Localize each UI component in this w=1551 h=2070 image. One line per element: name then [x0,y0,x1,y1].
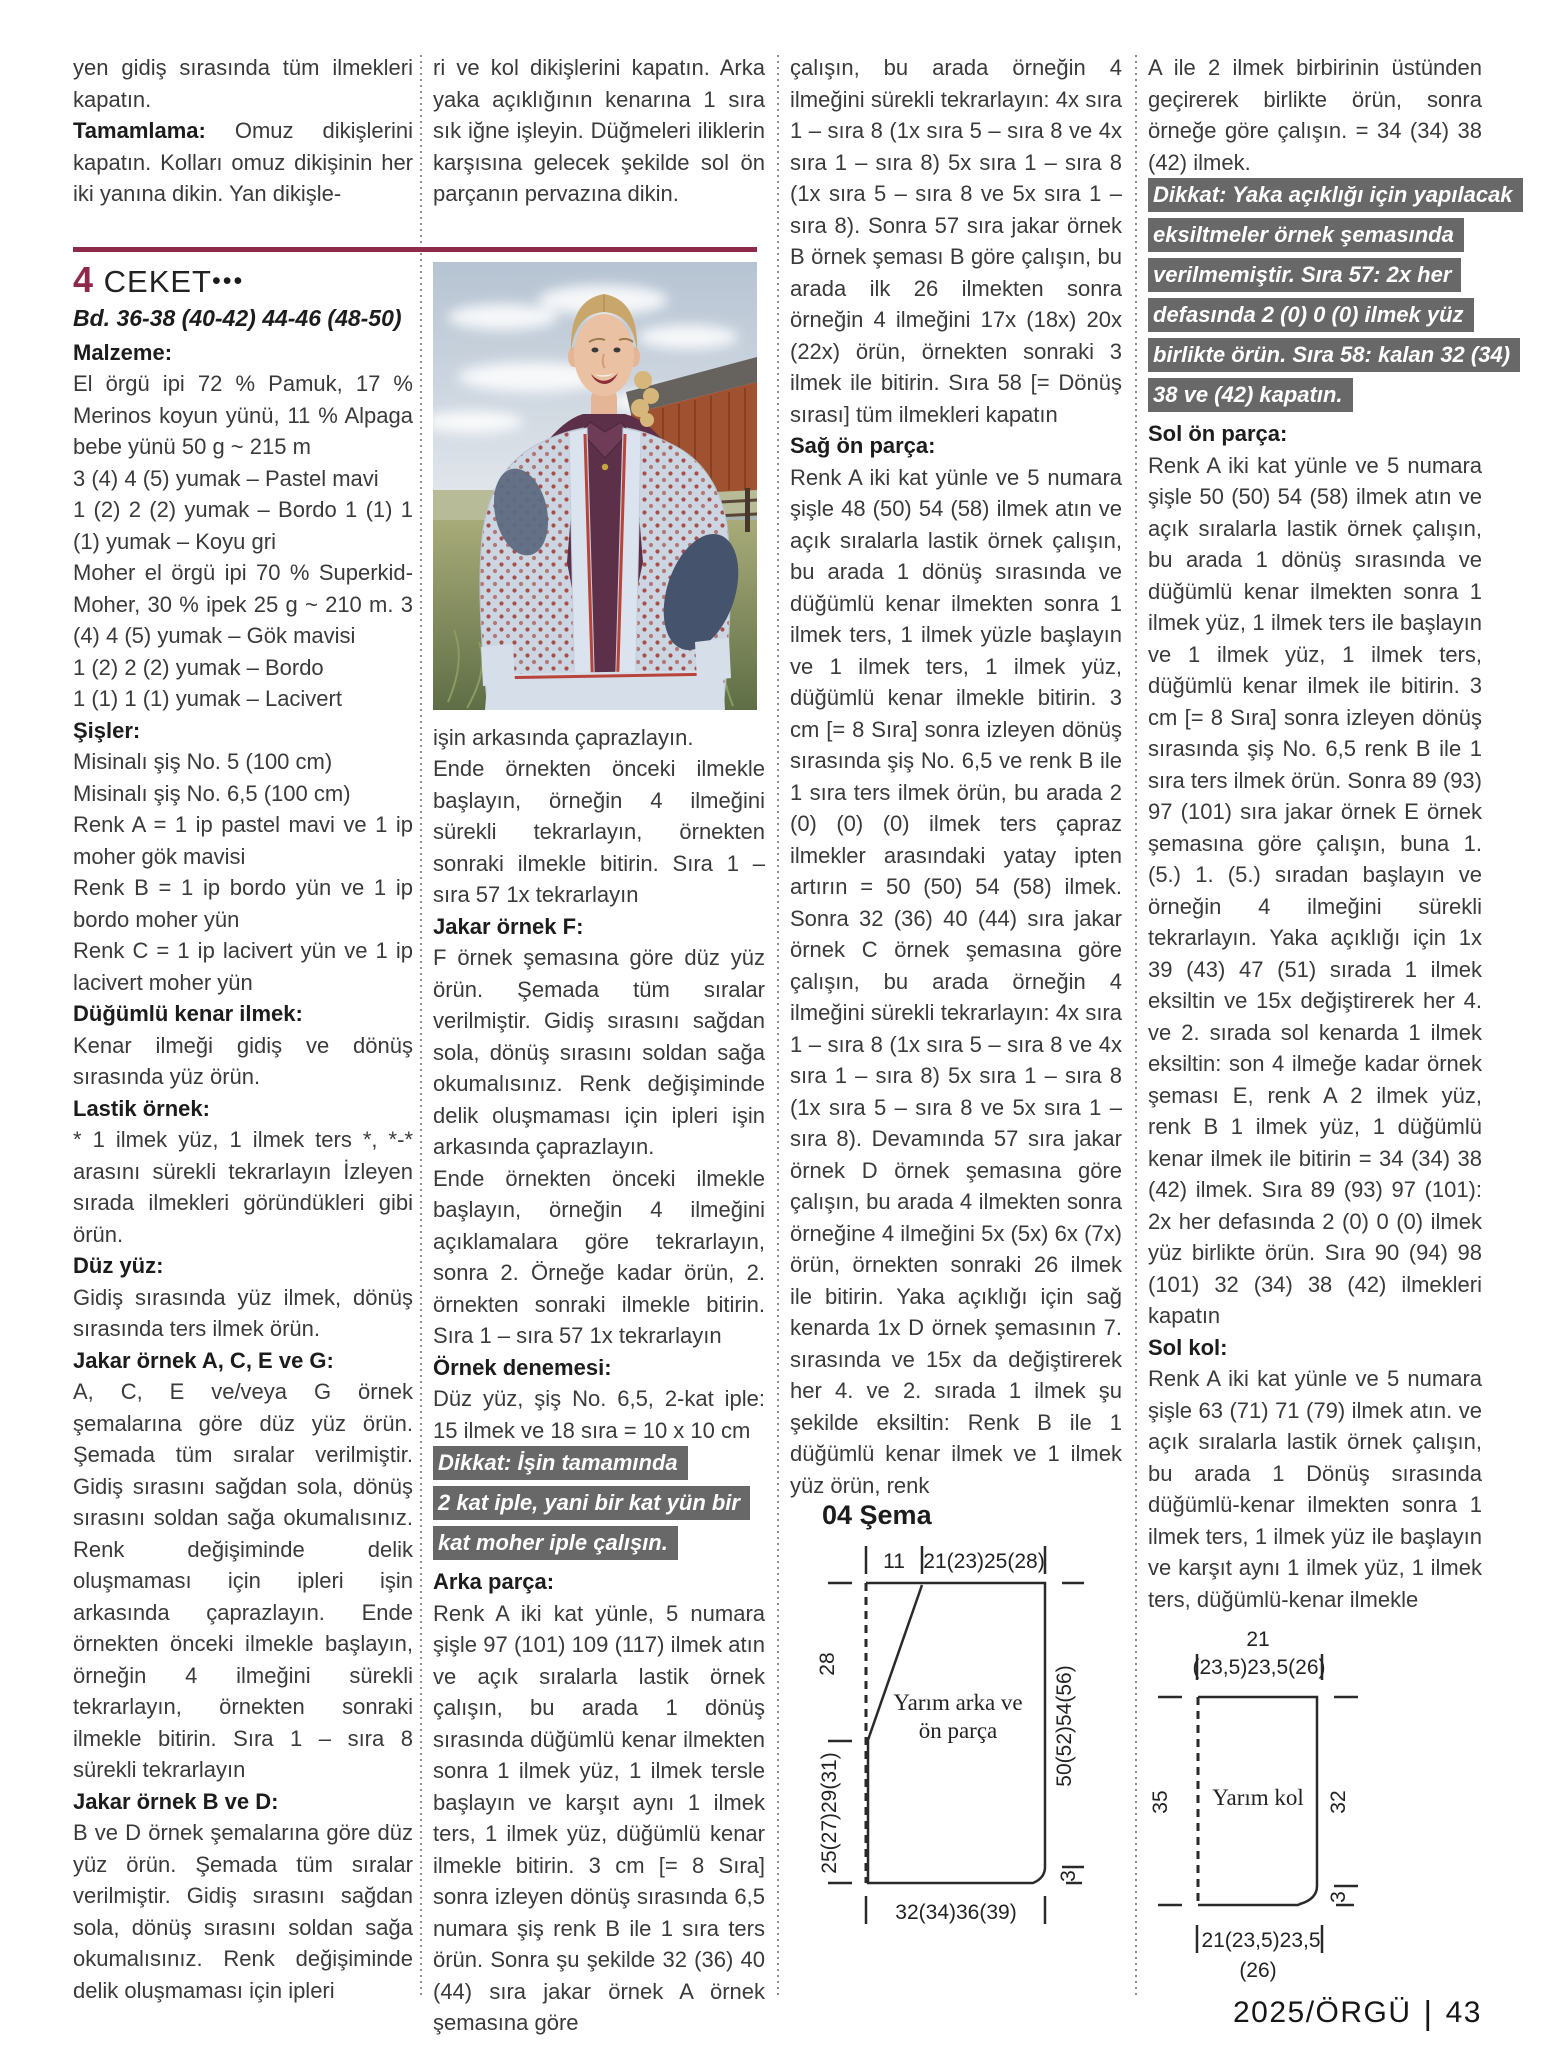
dim-bottom: 32(34)36(39) [895,1901,1017,1924]
paragraph: Renk A iki kat yünle ve 5 numara şişle 50 (50) 54 (58) ilmek atın ve açık sıralarla lastik örnek çalışın, bu arada 1 dönüş sırasında ve düğümlü kenar ilmekten sonra 1 ilmek yüz, 1 ilmek ters ile başlayın ve 1 ilmek yüz, 1 ilmek ters, düğümlü kenar ilmek ile bitirin. 3 cm [= 8 Sıra] sonra izleyen dönüş sırasında şiş No. 6,5 renk B ile 1 sıra ters ilmek örün. Sonra 89 (93) 97 (101) sıra jakar örnek E örnek şemasına göre çalışın, buna 1. (5.) 1. (5.) sıradan başlayın ve örneğin 4 ilmeğini sürekli tekrarlayın. Yaka açıklığı için 1x 39 (43) 47 (51) sırada 1 ilmek eksiltin ve 15x değiştirerek her 4. ve 2. sırada sol kenarda 1 ilmek eksiltin: son 4 ilmeğe kadar örnek şeması E, renk A 2 ilmek yüz, renk B 1 ilmek yüz, 1 düğümlü kenar ilmek ile bitirin = 34 (34) 38 (42) ilmek. Sıra 89 (93) 97 (101): 2x her defasında 2 (0) 0 (0) ilmek yüz birlikte örün. Sıra 90 (94) 98 (101) 32 (34) 38 (42) ilmekleri kapatın [1148,452,1482,1328]
paragraph: Gidiş sırasında yüz ilmek, dönüş sırasında ters ilmek örün. [73,1284,413,1341]
jacquard-f-label: Jakar örnek F: [433,913,584,939]
note-line: Dikkat: Yaka açıklığı için yapılacak [1148,178,1523,212]
back-piece-label: Arka parça: [433,1569,555,1594]
dim-left-bottom: 25(27)29(31) [818,1752,841,1874]
column-4 [1148,52,1513,1615]
model-photo [433,262,757,710]
dim-top-2: (23,5)23,5(26) [1192,1656,1326,1679]
paragraph: Ende örnekten önceki ilmekle başlayın, örneğin 4 ilmeğini açıklamalara göre tekrarlayın, sonra 2. Örneğe kadar örün, 2. örnekten sonraki ilmekle bitirin. Sıra 1 – sıra 57 1x tekrarlayın [433,1165,765,1348]
note-line: Dikkat: İşin tamamında [433,1446,688,1480]
note-line: defasında 2 (0) 0 (0) ilmek yüz [1148,298,1474,332]
attention-note [1148,178,1513,412]
column-3 [790,52,1122,1501]
paragraph: A ile 2 ilmek birbirinin üstünden geçirerek birlikte örün, sonra örneğe göre çalışın. = 34 (34) 38 (42) ilmek. [1148,55,1482,175]
selvage-label: Düğümlü kenar ilmek: [73,1001,303,1026]
dim-top-right: 21(23)25(28) [923,1550,1045,1573]
paragraph: işin arkasında çaprazlayın. [433,724,694,750]
needles-label: Şişler: [73,717,141,743]
note-line: 38 ve (42) kapatın. [1148,378,1353,412]
note-line: eksiltmeler örnek şemasında [1148,218,1464,252]
paragraph: 1 (2) 2 (2) yumak – Bordo 1 (1) 1 (1) yumak – Koyu gri [73,497,413,554]
paragraph: Moher el örgü ipi 70 % Superkid-Moher, 30 % ipek 25 g ~ 210 m. 3 (4) 4 (5) yumak – Gök mavisi [73,560,413,648]
column-divider [420,55,422,1997]
dim-right: 50(52)54(56) [1053,1665,1076,1787]
dim-right-rib: 3 [1327,1891,1350,1903]
magazine-name: 2025/ÖRGÜ [1232,1996,1412,2029]
stockinette-label: Düz yüz: [73,1253,164,1278]
paragraph: 1 (2) 2 (2) yumak – Bordo [73,654,324,680]
paragraph: Renk A iki kat yünle ve 5 numara şişle 63 (71) 71 (79) ilmek atın. ve açık sıralarla lastik örnek çalışın, bu arada 1 Dönüş sırasında düğümlü-kenar ilmekten sonra 1 ilmek ters, 1 ilmek yüz ile başlayın ve karşıt aynı 1 ilmek yüz, 1 ilmek ters, düğümlü-kenar ilmekle [1148,1366,1482,1612]
paragraph: yen gidiş sırasında tüm ilmekleri kapatın. [73,55,413,112]
note-line: kat moher iple çalışın. [433,1526,678,1560]
paragraph: 1 (1) 1 (1) yumak – Lacivert [73,686,342,711]
piece-label: ön parça [918,1718,998,1743]
piece-label: Yarım arka ve [893,1690,1023,1715]
note-line: 2 kat iple, yani bir kat yün bir [433,1486,750,1520]
piece-label: Yarım kol [1212,1785,1304,1810]
dim-right-rib: 3 [1057,1870,1080,1882]
sizes-line: Bd. 36-38 (40-42) 44-46 (48-50) [73,305,402,331]
pattern-heading [73,258,413,300]
column-1 [73,52,413,2006]
dim-right: 32 [1327,1790,1350,1814]
right-front-label: Sağ ön parça: [790,433,936,458]
dim-left: 35 [1149,1790,1172,1814]
dim-bottom-2: (26) [1239,1959,1277,1982]
paragraph: F örnek şemasına göre düz yüz örün. Şemada tüm sıralar verilmiştir. Gidiş sırasını sağdan sola, dönüş sırasını soldan sağa okumalısınız. Renk değişiminde delik oluşmaması için ipleri işin arkasında çaprazlayın. [433,945,765,1159]
note-line: birlikte örün. Sıra 58: kalan 32 (34) [1148,338,1520,372]
paragraph: B ve D örnek şemalarına göre düz yüz örün. Şemada tüm sıralar verilmiştir. Gidiş sırasını sağdan sola, dönüş sırasını soldan sağa okumalısınız. Renk değişiminde delik oluşmaması için ipleri [73,1820,413,2003]
paragraph: Renk B = 1 ip bordo yün ve 1 ip bordo moher yün [73,875,413,932]
paragraph: Düz yüz, şiş No. 6,5, 2-kat iple: 15 ilmek ve 18 sıra = 10 x 10 cm [433,1386,765,1443]
dim-top-left: 11 [883,1550,905,1573]
finishing-text: Omuz dikişlerini kapatın. Kolları omuz dikişinin her iki yanına dikin. Yan dikişle- [73,118,413,206]
paragraph [73,115,413,210]
page-footer [1233,1994,1482,2032]
column-divider [1135,55,1137,1997]
paragraph: Renk A iki kat yünle ve 5 numara şişle 48 (50) 54 (58) ilmek atın ve açık sıralarla lastik örnek çalışın, bu arada 1 dönüş sırasında ve düğümlü kenar ilmekten sonra 1 ilmek ters, 1 ilmek yüzle başlayın ve 1 ilmek ters, 1 ilmek yüz, düğümlü kenar ilmekle bitirin. 3 cm [= 8 Sıra] sonra izleyen dönüş sırasında şiş No. 6,5 ve renk B ile 1 sıra ters ilmek örün, bu arada 2 (0) (0) (0) ilmek ters çapraz ilmekler arasındaki yatay ipten artırın = 50 (50) 54 (58) ilmek. Sonra 32 (36) 40 (44) sıra jakar örnek C örnek şemasına göre çalışın, bu arada örneğin 4 ilmeğini sürekli tekrarlayın: 4x sıra 1 – sıra 8 (1x sıra 5 – sıra 8 ve 4x sıra 1 – sıra 8) 5x sıra 1 – sıra 8 (1x sıra 5 – sıra 8 ve 5x sıra 1 – sıra 8). Devamında 57 sıra jakar örnek D örnek şemasına göre çalışın, bu arada 4 ilmekten sonra örneğine 4 ilmeğini 5x (5x) 6x (7x) örün, örnekten sonraki 26 ilmek ile bitirin. Yaka açıklığı için sağ kenarda 1x D örnek şemasının 7. sırasında ve 15x da değiştirerek her 4. ve 2. sırada 1 ilmek şu şekilde eksiltin: Renk B ile 1 düğümlü kenar ilmek ve 1 ilmek yüz örün, renk [790,464,1122,1498]
paragraph: çalışın, bu arada örneğin 4 ilmeğini sürekli tekrarlayın: 4x sıra 1 – sıra 8 (1x sıra 5 – sıra 8 ve 4x sıra 1 – sıra 8) 5x sıra 1 – sıra 8 (1x sıra 5 – sıra 8 ve 5x sıra 1 – sıra 8). Sonra 57 sıra jakar örnek B örnek şeması B göre çalışın, bu arada ilk 26 ilmekten sonra örneğin 4 ilmeğini 17x (18x) 20x (22x) örün, örnekten sonraki 3 ilmek ile bitirin. Sıra 58 [= Dönüş sırası] tüm ilmekleri kapatın [790,55,1122,427]
paragraph: Renk C = 1 ip lacivert yün ve 1 ip lacivert moher yün [73,938,413,995]
finishing-label: Tamamlama: [73,118,206,143]
left-front-label: Sol ön parça: [1148,421,1288,446]
paragraph: Renk A = 1 ip pastel mavi ve 1 ip moher gök mavisi [73,812,413,869]
attention-note [433,1446,765,1560]
pattern-title: CEKET [94,263,212,299]
schema-heading: 04 Şema [822,1500,932,1530]
rib-label: Lastik örnek: [73,1095,210,1121]
materials-label: Malzeme: [73,339,173,365]
paragraph: 3 (4) 4 (5) yumak – Pastel mavi [73,465,379,491]
paragraph: El örgü ipi 72 % Pamuk, 17 % Merinos koyun yünü, 11 % Alpaga bebe yünü 50 g ~ 215 m [73,371,413,459]
gauge-label: Örnek denemesi: [433,1354,612,1380]
column-divider [777,55,779,1997]
sleeve-schematic [1140,1622,1400,2042]
dim-left-top: 28 [816,1652,839,1676]
paragraph: A, C, E ve/veya G örnek şemalarına göre düz yüz örün. Şemada tüm sıralar verilmiştir. Gidiş sırasını sağdan sola, dönüş sırasını soldan sağa okumalısınız. Renk değişiminde delik oluşmaması için ipleri işin arkasında çaprazlayın. Ende örnekten önceki ilmekle başlayın, örneğin 4 ilmeğini sürekli tekrarlayın, örnekten sonraki ilmekle bitirin. Sıra 1 – sıra 8 sürekli tekrarlayın [73,1379,413,1782]
paragraph: Ende örnekten önceki ilmekle başlayın, örneğin 4 ilmeğini sürekli tekrarlayın, örnekten sonraki ilmekle bitirin. Sıra 1 – sıra 57 1x tekrarlayın [433,756,765,907]
jacquard-bd-label: Jakar örnek B ve D: [73,1788,279,1814]
paragraph: * 1 ilmek yüz, 1 ilmek ters *, *-* arasını sürekli tekrarlayın İzleyen sırada ilmekleri göründükleri gibi örün. [73,1127,413,1247]
note-line: verilmemiştir. Sıra 57: 2x her [1148,258,1461,292]
difficulty-dots-icon: ••• [212,266,245,295]
dim-top-1: 21 [1246,1628,1270,1651]
dim-bottom-1: 21(23,5)23,5 [1201,1929,1321,1952]
column-2 [433,52,765,2039]
paragraph: Renk A iki kat yünle, 5 numara şişle 97 (101) 109 (117) ilmek atın ve açık sıralarla lastik örnek çalışın, bu arada 1 dönüş sırasında düğümlü kenar ilmekten sonra 1 ilmek yüz, 1 ilmek tersle başlayın ve karşıt aynı 1 ilmek ters, 1 ilmek yüz, düğümlü kenar ilmekle bitirin. 3 cm [= 8 Sıra] sonra izleyen dönüş sırasında 6,5 numara şiş renk B ile 1 sıra ters örün. Sonra şu şekilde 32 (36) 40 (44) sıra jakar örnek A örnek şemasına göre [433,1600,765,2035]
paragraph: ri ve kol dikişlerini kapatın. Arka yaka açıklığının kenarına 1 sıra sık iğne işleyin. Düğmeleri iliklerin karşısına gelecek şekilde sol ön parçanın pervazına dikin. [433,55,765,206]
paragraph: Misinalı şiş No. 6,5 (100 cm) [73,780,351,806]
body-piece-schematic [790,1538,1110,1938]
jacquard-aceg-label: Jakar örnek A, C, E ve G: [73,1347,334,1373]
page-number: 43 [1445,1996,1482,2029]
pattern-number: 4 [73,258,95,300]
paragraph: Misinalı şiş No. 5 (100 cm) [73,749,333,774]
left-sleeve-label: Sol kol: [1148,1334,1228,1360]
footer-separator: | [1423,1994,1434,2031]
paragraph: Kenar ilmeği gidiş ve dönüş sırasında yüz örün. [73,1032,413,1089]
